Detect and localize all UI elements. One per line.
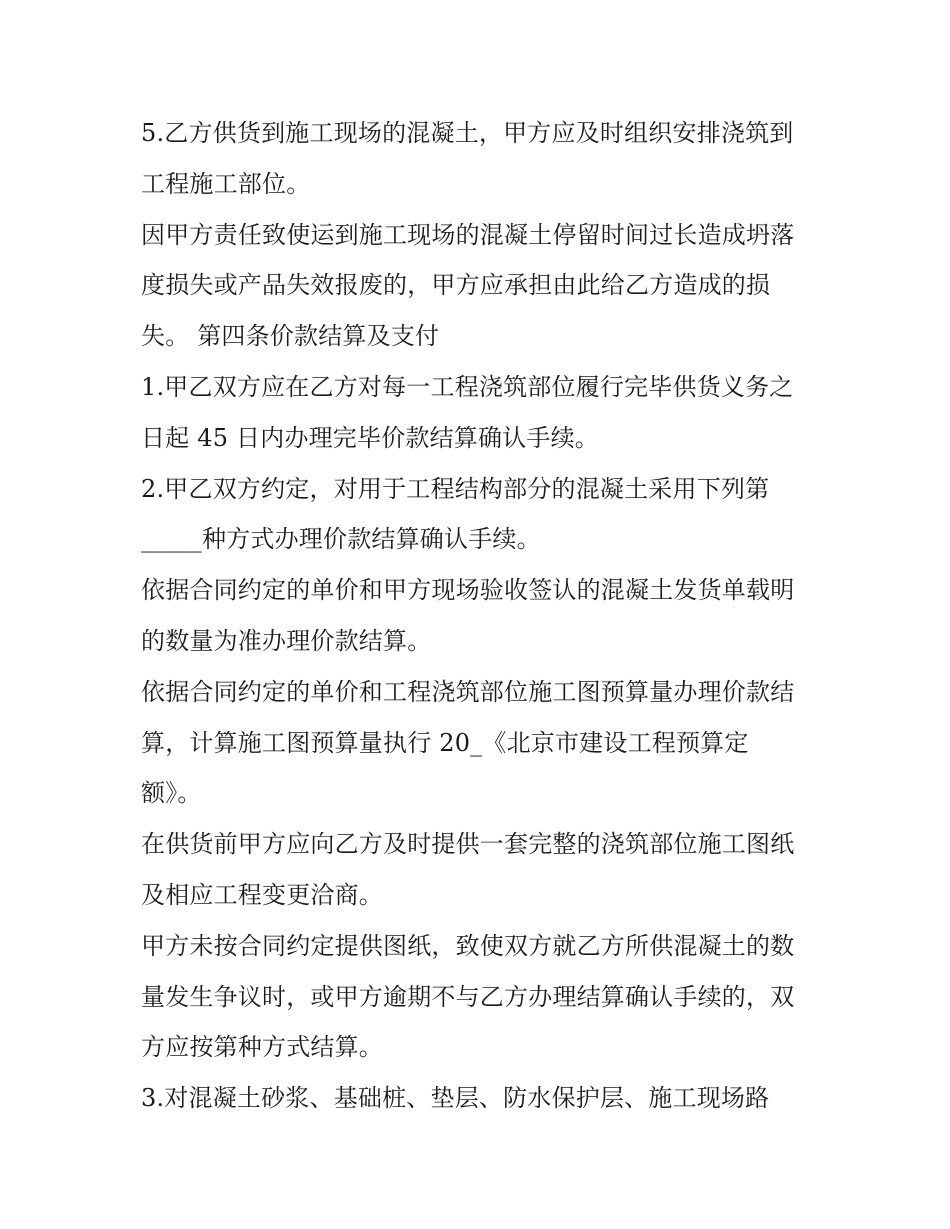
text-line: 失。 第四条价款结算及支付: [141, 322, 440, 351]
text-line: 因甲方责任致使运到施工现场的混凝土停留时间过长造成坍落: [141, 220, 795, 249]
text-line: 在供货前甲方应向乙方及时提供一套完整的浇筑部位施工图纸: [141, 830, 795, 859]
text-line: 甲方未按合同约定提供图纸，致使双方就乙方所供混凝土的数: [141, 931, 795, 960]
text-line: 度损失或产品失效报废的，甲方应承担由此给乙方造成的损: [141, 271, 771, 300]
text-line: 及相应工程变更洽商。: [141, 880, 383, 909]
text-line: _____种方式办理价款结算确认手续。: [141, 525, 541, 554]
text-line: 量发生争议时，或甲方逾期不与乙方办理结算确认手续的，双: [141, 982, 795, 1011]
text-line: 依据合同约定的单价和甲方现场验收签认的混凝土发货单载明: [141, 576, 795, 605]
text-line: 1.甲乙双方应在乙方对每一工程浇筑部位履行完毕供货义务之: [141, 372, 794, 401]
text-line: 算，计算施工图预算量执行 20_《北京市建设工程预算定: [141, 728, 749, 757]
text-line: 依据合同约定的单价和工程浇筑部位施工图预算量办理价款结: [141, 677, 795, 706]
document-body: [141, 108, 821, 1124]
text-line: 5.乙方供货到施工现场的混凝土，甲方应及时组织安排浇筑到: [141, 119, 794, 147]
text-line: 方应按第种方式结算。: [141, 1033, 383, 1062]
text-line: 的数量为准办理价款结算。: [141, 626, 432, 655]
text-line: 2.甲乙双方约定，对用于工程结构部分的混凝土采用下列第: [141, 474, 770, 503]
text-line: 3.对混凝土砂浆、基础桩、垫层、防水保护层、施工现场路: [141, 1084, 770, 1113]
text-line: 工程施工部位。: [141, 169, 311, 198]
text-line: 日起 45 日内办理完毕价款结算确认手续。: [141, 423, 599, 452]
text-line: 额》。: [141, 779, 202, 808]
